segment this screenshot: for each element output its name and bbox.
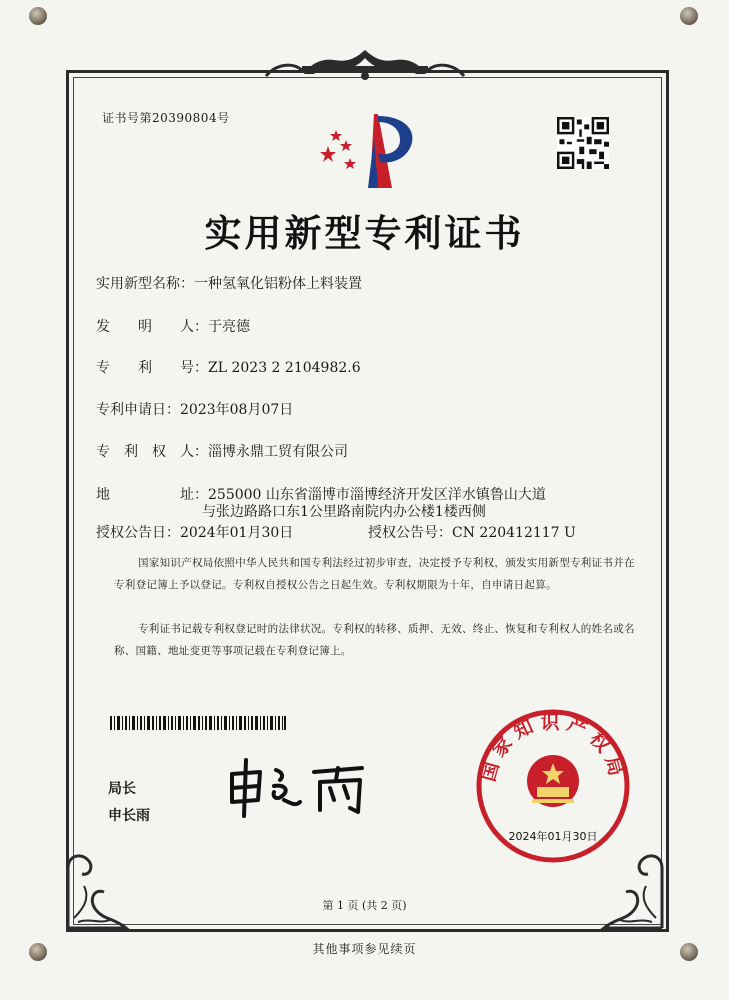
field-value: CN 220412117 U: [452, 525, 576, 541]
field-patent-number: [96, 357, 361, 377]
director-title: 局长: [108, 781, 136, 797]
page-number: 第 1 页 (共 2 页): [322, 899, 407, 912]
seal-text: 国家知识产权局: [477, 711, 629, 785]
field-value: ZL 2023 2 2104982.6: [208, 360, 361, 376]
field-label: 专利申请日：: [96, 402, 180, 418]
footer-note: 其他事项参见续页: [312, 942, 417, 956]
field-label: 专 利 权 人：: [96, 444, 208, 460]
director-name: 申长雨: [108, 808, 150, 824]
field-value: 2023年08月07日: [180, 402, 294, 418]
pin-top-right: [680, 7, 698, 25]
statement-paragraph-1: 国家知识产权局依照中华人民共和国专利法经过初步审查，决定授予专利权，颁发实用新型专利证书并在专利登记簿上予以登记。专利权自授权公告之日起生效。专利权期限为十年，自申请日起算。: [114, 557, 635, 591]
field-label: 授权公告号：: [368, 525, 452, 541]
field-inventor: [96, 316, 250, 336]
top-ornament: [262, 46, 468, 84]
seal-date: 2024年01月30日: [508, 830, 598, 843]
field-value: 与张边路路口东1公里路南院内办公楼1楼西侧: [202, 504, 486, 520]
barcode-icon: [110, 716, 286, 730]
pin-top-left: [29, 7, 47, 25]
page-title: 实用新型专利证书: [204, 211, 525, 255]
field-utility-model-name: [96, 273, 362, 293]
field-application-date: [96, 399, 293, 419]
field-grant-announcement-date: [96, 522, 293, 542]
field-value: 于亮德: [208, 319, 250, 335]
field-label: 实用新型名称：: [96, 276, 194, 292]
field-patentee: [96, 441, 348, 461]
field-value: 255000 山东省淄博市淄博经济开发区洋水镇鲁山大道: [208, 487, 546, 503]
official-seal-icon: [474, 707, 632, 865]
field-address-line2: [202, 501, 486, 521]
field-value: 淄博永鼎工贸有限公司: [208, 444, 348, 460]
cnipa-logo-icon: [314, 108, 426, 192]
qr-code-icon: [557, 117, 609, 169]
corner-ornament-left: [60, 848, 132, 932]
field-label: 授权公告日：: [96, 525, 180, 541]
field-label: 专 利 号：: [96, 360, 208, 376]
director-signature: [222, 756, 372, 818]
field-value: 一种氢氧化铝粉体上料装置: [194, 276, 362, 292]
certificate-number: 证书号第20390804号: [102, 111, 230, 125]
field-grant-announcement-number: [368, 522, 576, 542]
field-value: 2024年01月30日: [180, 525, 294, 541]
field-label: 地 址：: [96, 487, 208, 503]
field-label: 发 明 人：: [96, 319, 208, 335]
statement-paragraph-2: 专利证书记载专利权登记时的法律状况。专利权的转移、质押、无效、终止、恢复和专利权人的姓名或名称、国籍、地址变更等事项记载在专利登记簿上。: [114, 623, 635, 657]
